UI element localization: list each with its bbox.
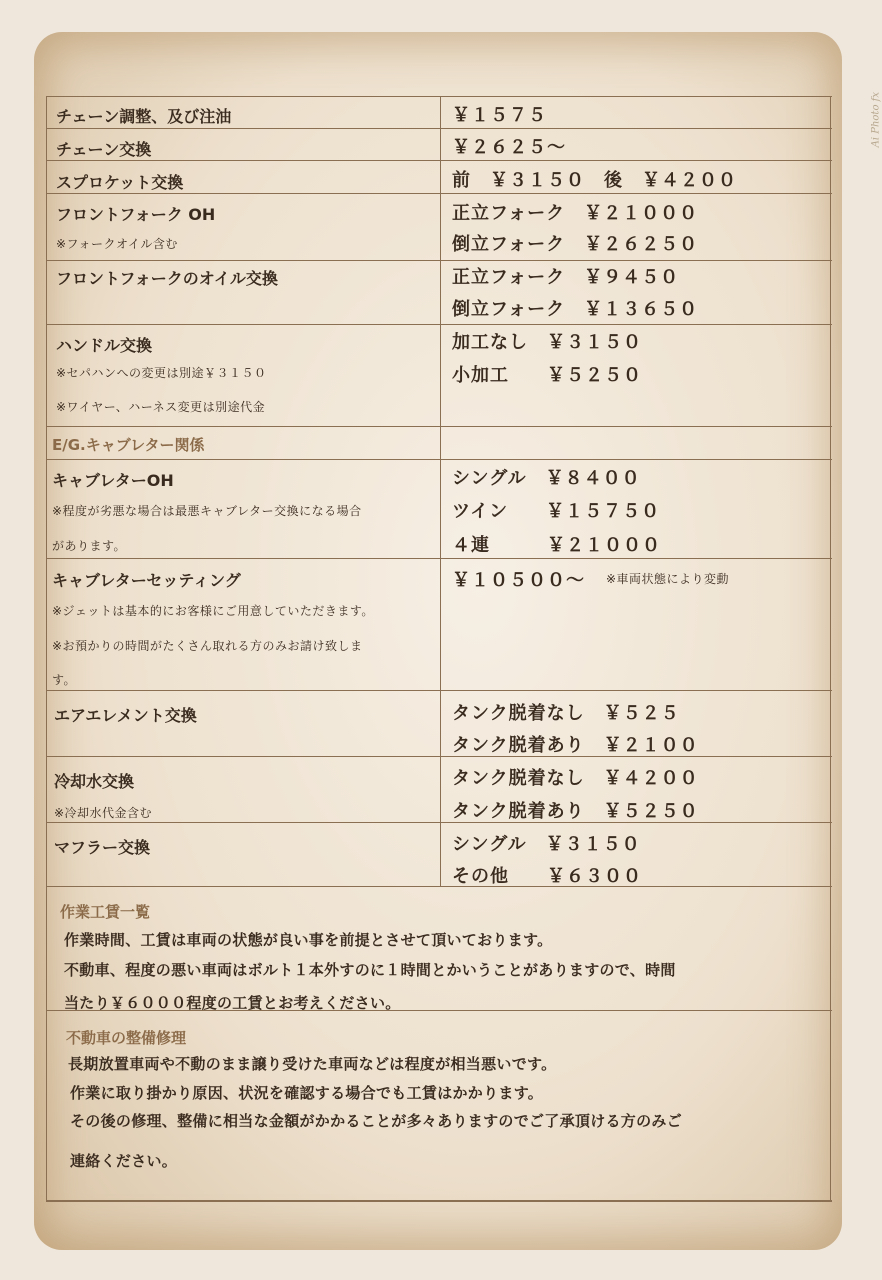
row-border <box>46 822 832 823</box>
item-label: フロントフォーク OH <box>56 205 216 224</box>
row-border <box>46 324 832 325</box>
item-price: シングル ￥８４００ <box>452 468 641 489</box>
item-price: 小加工 ￥５２５０ <box>452 365 642 386</box>
row-border <box>46 690 832 691</box>
item-price: 前 ￥３１５０ 後 ￥４２００ <box>452 170 737 191</box>
item-note: ※程度が劣悪な場合は最悪キャブレター交換になる場合 <box>52 504 362 518</box>
repair-text-line: 連絡ください。 <box>70 1152 178 1170</box>
item-price: 加工なし ￥３１５０ <box>452 332 642 353</box>
item-label: エアエレメント交換 <box>54 706 197 725</box>
item-note: ※ワイヤー、ハーネス変更は別途代金 <box>56 400 266 414</box>
row-border <box>46 426 832 427</box>
row-border <box>46 160 832 161</box>
labor-text-line: 当たり￥６０００程度の工賃とお考えください。 <box>64 994 401 1012</box>
item-note: ※お預かりの時間がたくさん取れる方のみお請け致しま <box>52 639 363 653</box>
repair-heading: 不動車の整備修理 <box>66 1029 187 1047</box>
repair-text-line: その後の修理、整備に相当な金額がかかることが多々ありますのでご了承頂ける方のみご <box>70 1112 683 1130</box>
row-border <box>46 193 832 194</box>
item-price: シングル ￥３１５０ <box>452 834 641 855</box>
item-label: チェーン交換 <box>56 140 152 159</box>
item-note: ※ジェットは基本的にお客様にご用意していただきます。 <box>52 604 374 618</box>
item-label: スプロケット交換 <box>56 173 184 192</box>
row-border <box>46 1200 832 1202</box>
item-note: ※セパハンへの変更は別途￥３１５０ <box>56 366 267 380</box>
item-price: ￥１０５００～ <box>452 570 585 591</box>
repair-text-line: 長期放置車両や不動のまま譲り受けた車両などは程度が相当悪いです。 <box>68 1055 557 1073</box>
item-price: 正立フォーク ￥２１０００ <box>452 203 699 224</box>
item-label: チェーン調整、及び注油 <box>56 107 232 126</box>
row-border <box>46 459 832 460</box>
item-label: フロントフォークのオイル交換 <box>56 269 278 288</box>
labor-text-line: 不動車、程度の悪い車両はボルト１本外すのに１時間とかいうことがありますので、時間 <box>64 961 676 979</box>
item-label: ハンドル交換 <box>56 336 153 355</box>
item-price: タンク脱着なし ￥４２００ <box>452 768 699 789</box>
item-price: タンク脱着あり ￥５２５０ <box>452 801 699 822</box>
item-label: キャブレターOH <box>52 471 174 490</box>
item-note: ※フォークオイル含む <box>56 237 178 251</box>
item-price: その他 ￥６３００ <box>452 866 642 887</box>
labor-text-line: 作業時間、工賃は車両の状態が良い事を前提とさせて頂いております。 <box>64 931 553 949</box>
table-left-border <box>46 96 47 1200</box>
item-note: す。 <box>52 673 77 687</box>
item-price: 倒立フォーク ￥１３６５０ <box>452 299 699 320</box>
row-border <box>46 558 832 559</box>
row-border <box>46 128 832 129</box>
item-label: マフラー交換 <box>54 838 151 857</box>
row-border <box>46 756 832 757</box>
item-price: タンク脱着なし ￥５２５ <box>452 703 680 724</box>
item-price: ￥２６２５～ <box>452 137 566 158</box>
item-note: ※冷却水代金含む <box>54 806 153 820</box>
table-right-border <box>830 96 831 1200</box>
column-divider <box>440 96 441 886</box>
price-note: ※車両状態により変動 <box>606 572 730 586</box>
item-note: があります。 <box>52 539 127 553</box>
repair-text-line: 作業に取り掛かり原因、状況を確認する場合でも工賃はかかります。 <box>70 1084 544 1102</box>
item-price: 正立フォーク ￥９４５０ <box>452 267 680 288</box>
row-border <box>46 96 832 97</box>
item-price: タンク脱着あり ￥２１００ <box>452 735 699 756</box>
item-price: ツイン ￥１５７５０ <box>452 501 661 522</box>
item-price: ４連 ￥２１０００ <box>452 535 661 556</box>
labor-heading: 作業工賃一覧 <box>60 903 151 921</box>
photo-signature: Ai Photo fx <box>870 92 881 148</box>
item-label: 冷却水交換 <box>54 772 135 791</box>
row-border <box>46 260 832 261</box>
section-heading: E/G.キャブレター関係 <box>52 436 205 454</box>
item-price: 倒立フォーク ￥２６２５０ <box>452 234 699 255</box>
item-label: キャブレターセッティング <box>52 571 241 590</box>
row-border <box>46 886 832 887</box>
item-price: ￥１５７５ <box>452 105 547 126</box>
